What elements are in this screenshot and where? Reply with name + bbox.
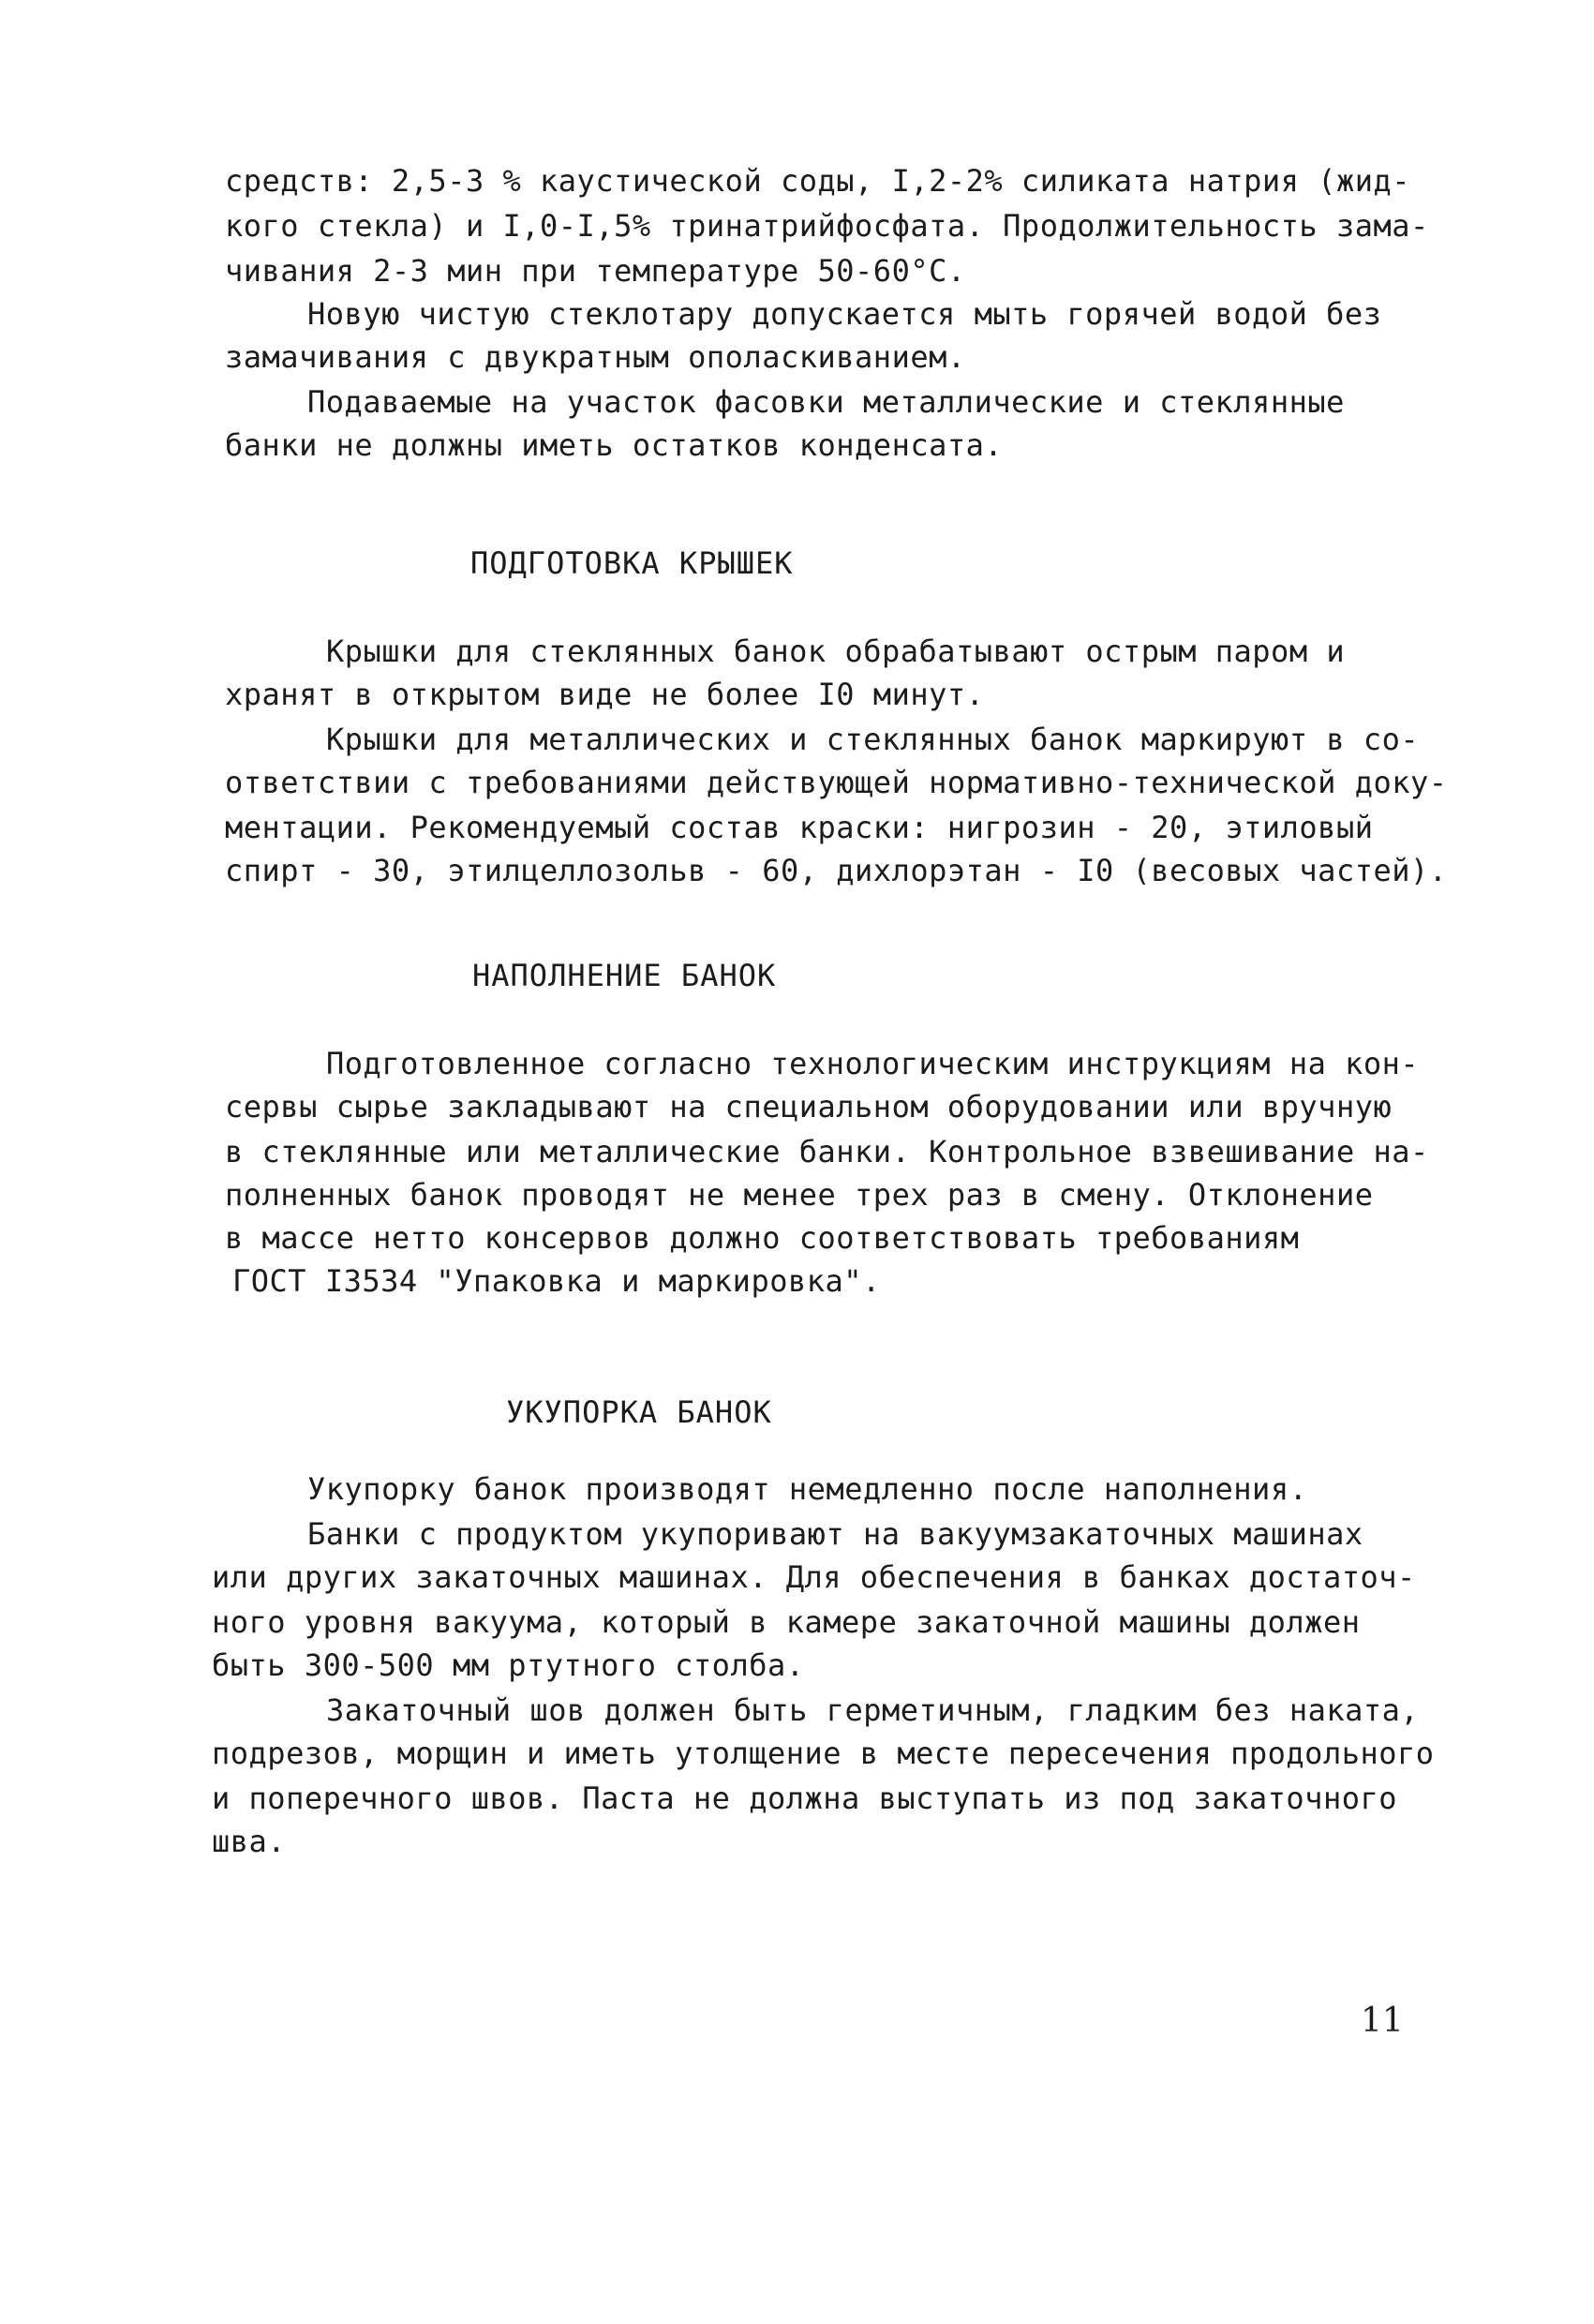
text-line: Закаточный шов должен быть герметичным, гладким без наката, <box>326 1692 1420 1728</box>
text-line: ГОСТ I3534 "Упаковка и маркировка". <box>232 1263 881 1299</box>
text-line: средств: 2,5-3 % каустической соды, I,2-2% силиката натрия (жид- <box>225 163 1410 199</box>
text-line: Подаваемые на участок фасовки металлические и стеклянные <box>307 384 1345 420</box>
text-line: Крышки для стеклянных банок обрабатывают острым паром и <box>326 633 1346 669</box>
text-line: ответствии с требованиями действующей нормативно-технической доку- <box>225 765 1448 800</box>
section-heading: ПОДГОТОВКА КРЫШЕК <box>470 545 794 581</box>
text-line: в стеклянные или металлические банки. Контрольное взвешивание на- <box>225 1134 1429 1169</box>
section-heading: НАПОЛНЕНИЕ БАНОК <box>472 958 777 993</box>
text-line: спирт - 30, этилцеллозольв - 60, дихлорэтан - I0 (весовых частей). <box>225 853 1448 888</box>
text-line: быть 300-500 мм ртутного столба. <box>212 1647 805 1683</box>
text-line: шва. <box>212 1824 287 1859</box>
text-line: подрезов, морщин и иметь утолщение в месте пересечения продольного <box>212 1736 1435 1771</box>
text-line: ментации. Рекомендуемый состав краски: нигрозин - 20, этиловый <box>225 810 1374 845</box>
text-line: Банки с продуктом укупоривают на вакуумзакаточных машинах <box>307 1516 1363 1552</box>
text-line: банки не должны иметь остатков конденсата. <box>225 427 1004 463</box>
text-line: и поперечного швов. Паста не должна выступать из под закаточного <box>212 1780 1397 1816</box>
page-number: 11 <box>1361 2002 1404 2040</box>
text-line: Новую чистую стеклотару допускается мыть горячей водой без <box>307 296 1382 332</box>
text-line: Подготовленное согласно технологическим инструкциям на кон- <box>326 1046 1420 1081</box>
section-heading: УКУПОРКА БАНОК <box>506 1394 772 1430</box>
text-line: Укупорку банок производят немедленно после наполнения. <box>307 1471 1308 1507</box>
text-line: сервы сырье закладывают на специальном оборудовании или вручную <box>225 1089 1393 1125</box>
text-line: ного уровня вакуума, который в камере закаточной машины должен <box>212 1604 1361 1640</box>
text-line: Крышки для металлических и стеклянных банок маркируют в со- <box>326 722 1420 757</box>
text-line: полненных банок проводят не менее трех раз в смену. Отклонение <box>225 1177 1374 1213</box>
text-line: в массе нетто консервов должно соответствовать требованиям <box>225 1220 1300 1256</box>
text-line: замачивания с двукратным ополаскиванием. <box>225 339 966 375</box>
text-line: или других закаточных машинах. Для обеспечения в банках достаточ- <box>212 1559 1416 1595</box>
text-line: кого стекла) и I,0-I,5% тринатрийфосфата. Продолжительность зама- <box>225 208 1429 244</box>
text-line: хранят в открытом виде не более I0 минут. <box>225 677 985 712</box>
text-line: чивания 2-3 мин при температуре 50-60°С. <box>225 253 966 289</box>
